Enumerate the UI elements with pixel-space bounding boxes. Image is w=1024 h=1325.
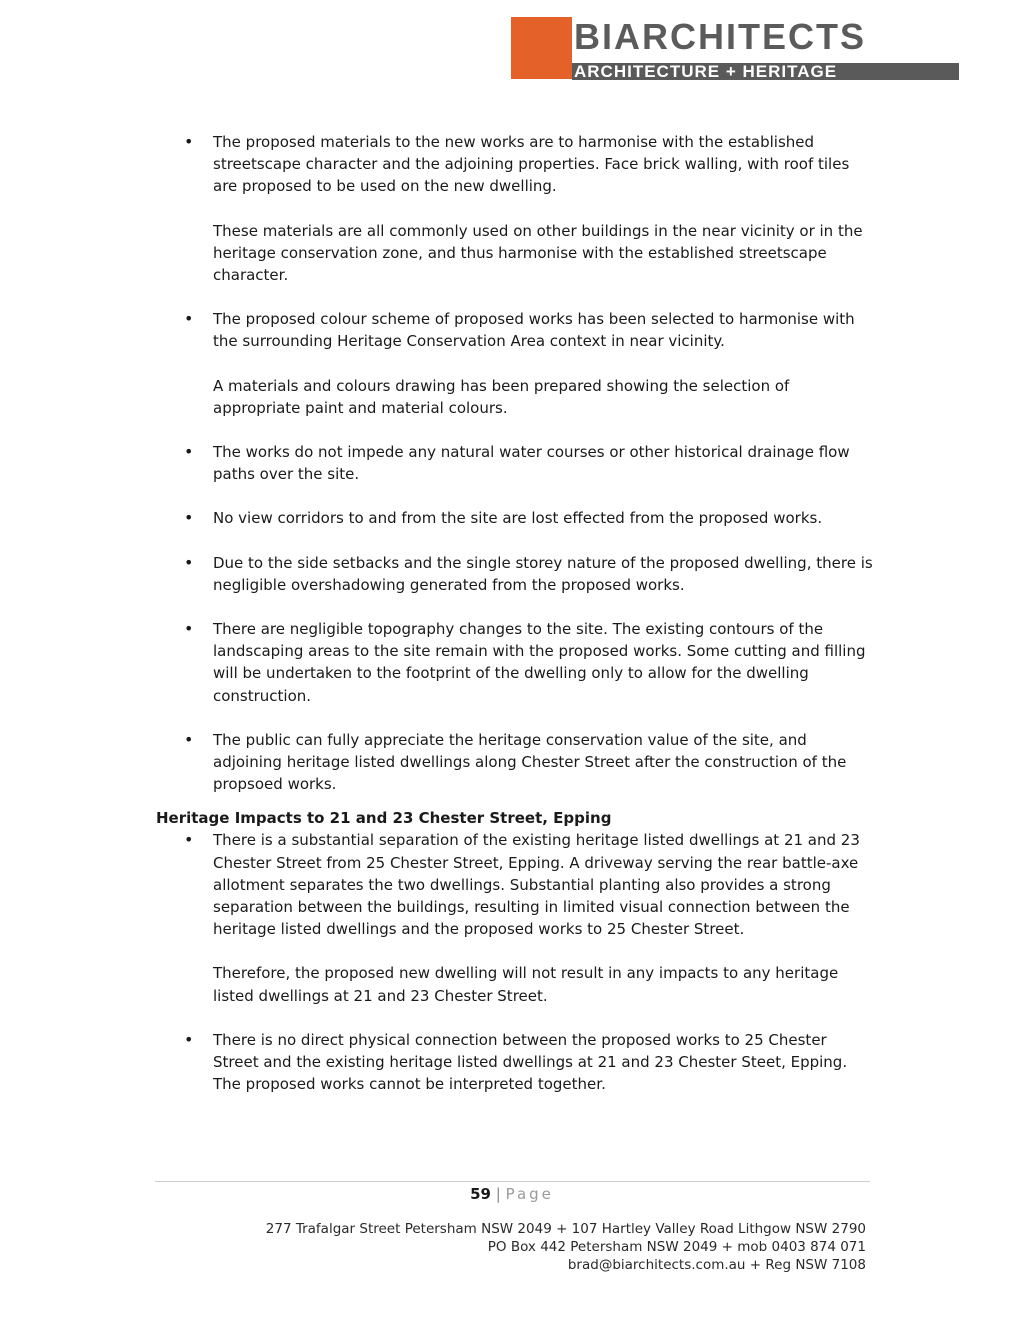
bullet-paragraph: There is a substantial separation of the existing heritage listed dwellings at 21 and 23 Chester Street from 25 Chester Street, Epping. A driveway serving the rear battle-axe allotment separates the two dwellings. Substantial planting also provides a strong separation between the buildings, resulting in limited visual connection between the heritage listed dwellings and the proposed works to 25 Chester Street.	[213, 831, 860, 939]
bullet-paragraph: The public can fully appreciate the heritage conservation value of the site, and adjoining heritage listed dwellings along Chester Street after the construction of the propsoed works.	[213, 730, 847, 794]
logo-tagline: ARCHITECTURE + HERITAGE	[574, 62, 838, 81]
address-line: brad@biarchitects.com.au + Reg NSW 7108	[567, 1257, 866, 1273]
bullet-item	[0, 507, 873, 529]
bullet-dot: •	[184, 619, 194, 639]
logo-orange-square	[511, 17, 572, 79]
section-heading: Heritage Impacts to 21 and 23 Chester Street, Epping	[156, 809, 612, 828]
bullet-paragraph: Due to the side setbacks and the single storey nature of the proposed dwelling, there is negligible overshadowing generated from the proposed works.	[213, 553, 873, 594]
bullet-paragraph: The proposed colour scheme of proposed works has been selected to harmonise with the surrounding Heritage Conservation Area context in near vicinity.	[213, 310, 855, 351]
page-label: Page	[505, 1185, 554, 1203]
bullet-dot: •	[184, 1029, 194, 1049]
bullet-paragraph: There is no direct physical connection between the proposed works to 25 Chester Street and the existing heritage listed dwellings at 21 and 23 Chester Steet, Epping. The proposed works cannot be interpreted together.	[213, 1030, 848, 1094]
page-number	[0, 1184, 1024, 1204]
logo-company-name: BIARCHITECTS	[574, 16, 866, 57]
bullet-item	[0, 729, 873, 796]
bullet-item	[0, 441, 873, 485]
page-number-value: 59	[470, 1185, 491, 1203]
bullet-item	[0, 552, 873, 596]
bullet-list-main	[0, 131, 1024, 795]
address-line: PO Box 442 Petersham NSW 2049 + mob 0403 874 071	[487, 1239, 866, 1255]
bullet-paragraph: No view corridors to and from the site are lost effected from the proposed works.	[213, 509, 823, 528]
bullet-dot: •	[184, 729, 194, 749]
page-number-separator: |	[495, 1185, 501, 1203]
bullet-paragraph: There are negligible topography changes to the site. The existing contours of the landscaping areas to the site remain with the proposed works. Some cutting and filling will be undertaken to the footprint of the dwelling only to allow for the dwelling construction.	[213, 620, 866, 705]
company-logo	[511, 17, 961, 81]
bullet-paragraph: These materials are all commonly used on other buildings in the near vicinity or in the heritage conservation zone, and thus harmonise with the established streetscape character.	[213, 221, 863, 285]
bullet-dot: •	[184, 552, 194, 572]
address-line: 277 Trafalgar Street Petersham NSW 2049 + 107 Hartley Valley Road Lithgow NSW 2790	[265, 1221, 866, 1237]
document-body	[0, 131, 1024, 1096]
bullet-item	[0, 618, 873, 707]
bullet-item	[0, 829, 873, 1006]
bullet-dot: •	[184, 132, 194, 151]
bullet-item	[0, 1029, 873, 1096]
bullet-paragraph: The proposed materials to the new works are to harmonise with the established streetscape character and the adjoining properties. Face brick walling, with roof tiles are proposed to be used on the new dwelling.	[213, 133, 850, 196]
bullet-dot: •	[184, 442, 194, 462]
footer-address	[266, 1220, 866, 1274]
bullet-paragraph: The works do not impede any natural water courses or other historical drainage flow paths over the site.	[213, 443, 850, 484]
bullet-dot: •	[184, 830, 194, 850]
footer-divider	[155, 1181, 870, 1182]
bullet-dot: •	[184, 508, 194, 528]
bullet-item	[0, 131, 873, 286]
bullet-paragraph: Therefore, the proposed new dwelling will not result in any impacts to any heritage listed dwellings at 21 and 23 Chester Street.	[213, 964, 839, 1005]
bullet-paragraph: A materials and colours drawing has been prepared showing the selection of appropriate paint and material colours.	[213, 376, 790, 417]
bullet-item	[0, 308, 873, 419]
bullet-dot: •	[184, 309, 194, 329]
bullet-list-heritage-impacts	[0, 829, 1024, 1095]
